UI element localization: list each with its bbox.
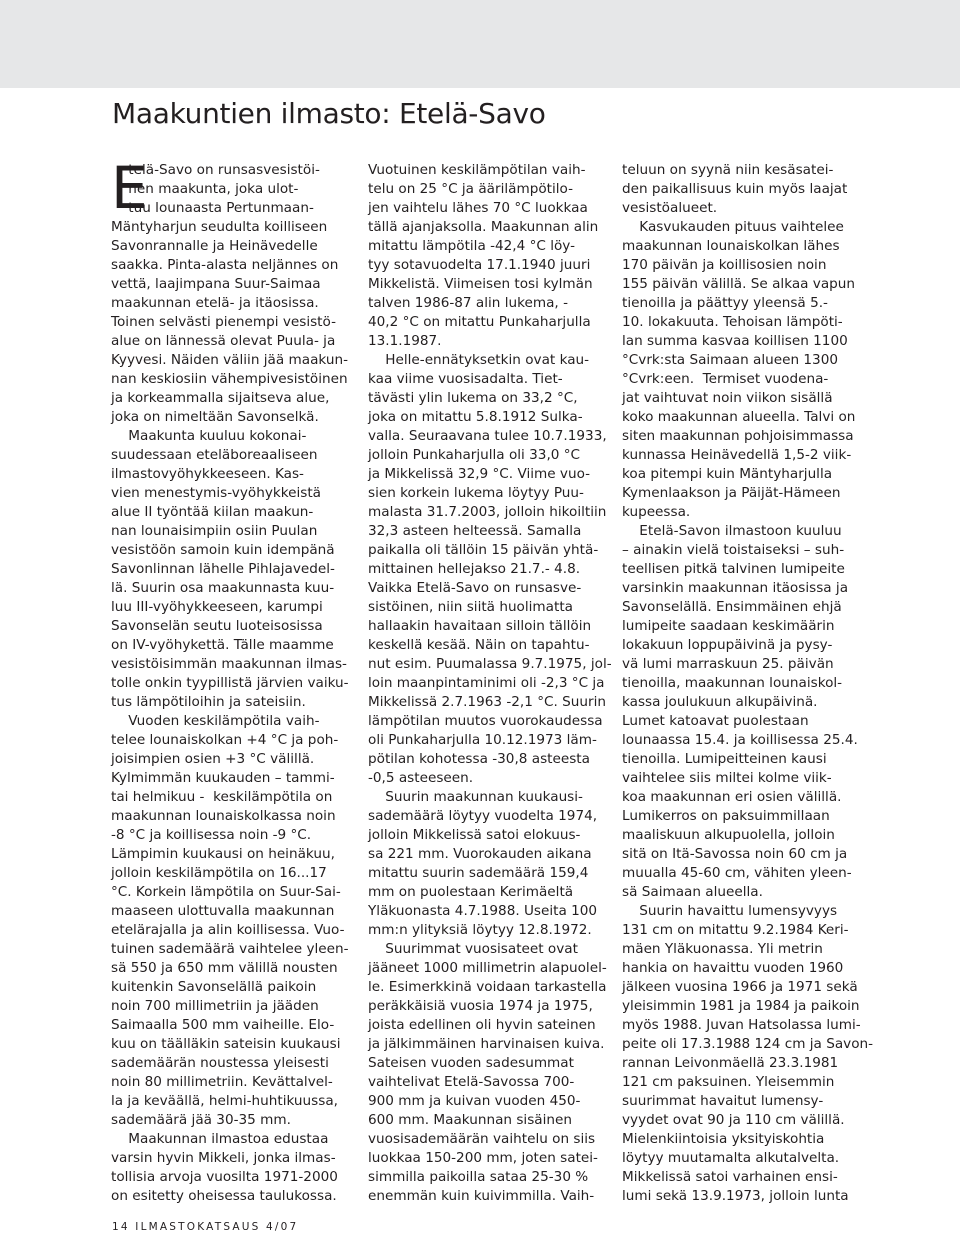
text-line: Savonselällä. Ensimmäinen ehjä xyxy=(622,599,842,615)
text-line: tyy sotavuodelta 17.1.1940 juuri xyxy=(368,257,591,273)
text-line: tävästi ylin lukema on 33,2 °C, xyxy=(368,390,578,406)
text-line: Yläkuonasta 4.7.1988. Useita 100 xyxy=(368,903,598,919)
text-line: simmilla paikoilla sataa 25-30 % xyxy=(368,1169,589,1185)
text-line: 32,3 asteen helteessä. Samalla xyxy=(368,523,582,539)
text-line: Maakunnan ilmastoa edustaa xyxy=(111,1131,329,1147)
text-line: oli Punkaharjulla 10.12.1973 läm- xyxy=(368,732,597,748)
text-line: jälkeen vuosina 1966 ja 1971 sekä xyxy=(622,979,858,995)
text-line: kuu on täälläkin sateisin kuukausi xyxy=(111,1036,341,1052)
text-line: lumipeite saadaan keskimäärin xyxy=(622,618,835,634)
text-line: paikalla oli tällöin 15 päivän yhtä- xyxy=(368,542,599,558)
text-line: varsin hyvin Mikkeli, jonka ilmas- xyxy=(111,1150,336,1166)
text-line: nan lounaisimpiin osiin Puulan xyxy=(111,523,318,539)
text-line: muualla 45-60 cm, vähiten yleen- xyxy=(622,865,852,881)
text-line: tus lämpötiloihin ja sateisiin. xyxy=(111,694,306,710)
text-line: peite oli 17.3.1988 124 cm ja Savon- xyxy=(622,1036,874,1052)
text-line: sistöinen, niin siitä huolimatta xyxy=(368,599,573,615)
text-line: Mikkelissä satoi varhainen ensi- xyxy=(622,1169,838,1185)
text-line: siten maakunnan pohjoisimmassa xyxy=(622,428,854,444)
text-line: koa pitempi kuin Mäntyharjulla xyxy=(622,466,833,482)
text-line: sademäärän noustessa yleisesti xyxy=(111,1055,329,1071)
text-line: sä 550 ja 650 mm välillä nousten xyxy=(111,960,338,976)
text-line: lounaassa 15.4. ja koillisessa 25.4. xyxy=(622,732,858,748)
text-line: vaihtelivat Etelä-Savossa 700- xyxy=(368,1074,575,1090)
text-line: lämpötilan muutos vuorokaudessa xyxy=(368,713,603,729)
text-line: lä. Suurin osa maakunnasta kuu- xyxy=(111,580,335,596)
text-line: la ja keväällä, helmi-huhtikuussa, xyxy=(111,1093,338,1109)
text-line: joisimpien osien +3 °C välillä. xyxy=(111,751,315,767)
text-line: 13.1.1987. xyxy=(368,333,442,349)
text-line: Mäntyharjun seudulta koilliseen xyxy=(111,219,328,235)
text-line: saakka. Pinta-alasta neljännes on xyxy=(111,257,339,273)
text-line: noin 700 millimetriin ja jääden xyxy=(111,998,319,1014)
text-line: Toinen selvästi pienempi vesistö- xyxy=(111,314,336,330)
text-line: Kymenlaakson ja Päijät-Hämeen xyxy=(622,485,841,501)
text-line: telee lounaiskolkan +4 °C ja poh- xyxy=(111,732,339,748)
text-line: Vaikka Etelä-Savo on runsasve- xyxy=(368,580,582,596)
text-line: hankia on havaittu vuoden 1960 xyxy=(622,960,844,976)
text-line: °Cvrk:sta Saimaan alueen 1300 xyxy=(622,352,838,368)
text-line: Sateisen vuoden sadesummat xyxy=(368,1055,574,1071)
text-line: sademäärä jää 30-35 mm. xyxy=(111,1112,291,1128)
text-line: kaa viime vuosisadalta. Tiet- xyxy=(368,371,563,387)
text-line: vesistöalueet. xyxy=(622,200,718,216)
header-band xyxy=(0,0,960,88)
text-line: mittainen hellejakso 21.7.- 4.8. xyxy=(368,561,581,577)
text-line: pötilan kohotessa -30,8 asteesta xyxy=(368,751,590,767)
text-line: valla. Seuraavana tulee 10.7.1933, xyxy=(368,428,607,444)
text-line: alue II työntää kiilan maakun- xyxy=(111,504,314,520)
text-line: Mikkelistä. Viimeisen tosi kylmän xyxy=(368,276,593,292)
page-footer: 14 ILMASTOKATSAUS 4/07 xyxy=(112,1221,299,1233)
text-line: koa maakunnan eri osien välillä. xyxy=(622,789,842,805)
text-line: Savonrannalle ja Heinävedelle xyxy=(111,238,318,254)
text-line: Suurimmat vuosisateet ovat xyxy=(368,941,578,957)
text-line: joista edellinen oli hyvin sateinen xyxy=(368,1017,596,1033)
text-line: 155 päivän välillä. Se alkaa vapun xyxy=(622,276,856,292)
text-line: Vuotuinen keskilämpötilan vaih- xyxy=(368,162,586,178)
text-line: Kasvukauden pituus vaihtelee xyxy=(622,219,844,235)
text-line: etelärajalla ja alin koillisessa. Vuo- xyxy=(111,922,345,938)
text-line: tolle onkin tyypillistä järvien vaiku- xyxy=(111,675,349,691)
text-line: peräkkäisiä vuosia 1974 ja 1975, xyxy=(368,998,593,1014)
text-line: kupeessa. xyxy=(622,504,691,520)
text-line: varsinkin maakunnan itäosissa ja xyxy=(622,580,849,596)
text-line: jääneet 1000 millimetrin alapuolel- xyxy=(368,960,607,976)
text-line: tällä ajanjaksolla. Maakunnan alin xyxy=(368,219,599,235)
text-column-2 xyxy=(368,161,612,1206)
text-line: Saimaalla 500 mm vaiheille. Elo- xyxy=(111,1017,335,1033)
text-line: nan keskiosiin vähempivesistöinen xyxy=(111,371,348,387)
text-line: nut esim. Puumalassa 9.7.1975, jol- xyxy=(368,656,612,672)
text-line: vä lumi marraskuun 25. päivän xyxy=(622,656,834,672)
text-line: -8 °C ja koillisessa noin -9 °C. xyxy=(111,827,312,843)
text-line: jolloin Punkaharjulla oli 33,0 °C xyxy=(368,447,581,463)
text-line: rannan Leivonmäellä 23.3.1981 xyxy=(622,1055,839,1071)
text-line: ja jälkimmäinen harvinaisen kuiva. xyxy=(368,1036,605,1052)
text-line: tuu lounaasta Pertunmaan- xyxy=(111,200,314,216)
text-line: jat vaihtuvat noin viikon sisällä xyxy=(622,390,833,406)
text-line: suurimmat havaitut lumensy- xyxy=(622,1093,824,1109)
text-line: mäen Yläkuonassa. Yli metrin xyxy=(622,941,823,957)
text-line: teluun on syynä niin kesäsatei- xyxy=(622,162,834,178)
text-line: Kylmimmän kuukauden – tammi- xyxy=(111,770,335,786)
text-line: suudessaan eteläboreaaliseen xyxy=(111,447,318,463)
text-line: le. Esimerkkinä voidaan tarkastella xyxy=(368,979,607,995)
text-line: vuosisademäärän vaihtelu on siis xyxy=(368,1131,596,1147)
drop-cap: E xyxy=(111,154,148,222)
text-line: °Cvrk:een. Termiset vuodena- xyxy=(622,371,829,387)
text-line: sademäärä löytyy vuodelta 1974, xyxy=(368,808,598,824)
text-line: lokakuun loppupäivinä ja pysy- xyxy=(622,637,833,653)
text-line: Lämpimin kuukausi on heinäkuu, xyxy=(111,846,335,862)
text-line: yleisimmin 1981 ja 1984 ja paikoin xyxy=(622,998,860,1014)
text-column-3 xyxy=(622,161,874,1206)
text-line: loin maanpintaminimi oli -2,3 °C ja xyxy=(368,675,605,691)
text-line: luu III-vyöhykkeeseen, karumpi xyxy=(111,599,323,615)
text-column-1 xyxy=(111,154,349,1206)
text-line: maakunnan etelä- ja itäosissa. xyxy=(111,295,319,311)
text-line: sien korkein lukema löytyy Puu- xyxy=(368,485,584,501)
text-line: ja korkeammalla sijaitseva alue, xyxy=(111,390,330,406)
text-line: vesistöön samoin kuin idempänä xyxy=(111,542,335,558)
text-line: joka on mitattu 5.8.1912 Sulka- xyxy=(368,409,583,425)
text-line: maaseen ulottuvalla maakunnan xyxy=(111,903,335,919)
text-line: jolloin Mikkelissä satoi elokuus- xyxy=(368,827,581,843)
text-line: tienoilla. Lumipeitteinen kausi xyxy=(622,751,827,767)
text-line: Vuoden keskilämpötila vaih- xyxy=(111,713,320,729)
text-line: jen vaihtelu lähes 70 °C luokkaa xyxy=(368,200,588,216)
text-line: Mielenkiintoisia yksityiskohtia xyxy=(622,1131,825,1147)
text-line: 131 cm on mitattu 9.2.1984 Keri- xyxy=(622,922,849,938)
text-line: ilmastovyöhykkeeseen. Kas- xyxy=(111,466,304,482)
text-line: tienoilla, maakunnan lounaiskol- xyxy=(622,675,843,691)
text-line: sa 221 mm. Vuorokauden aikana xyxy=(368,846,592,862)
text-line: noin 80 millimetriin. Kevättalvel- xyxy=(111,1074,333,1090)
text-line: mm:n ylityksiä löytyy 12.8.1972. xyxy=(368,922,592,938)
text-line: Suurin havaittu lumensyvyys xyxy=(622,903,838,919)
text-line: joka on nimeltään Savonselkä. xyxy=(111,409,319,425)
text-line: löytyy muutamalta alkutalvelta. xyxy=(622,1150,840,1166)
text-line: vettä, laajimpana Suur-Saimaa xyxy=(111,276,321,292)
text-line: on IV-vyöhykettä. Tälle maamme xyxy=(111,637,334,653)
text-line: 10. lokakuuta. Tehoisan lämpöti- xyxy=(622,314,843,330)
text-line: tollisia arvoja vuosilta 1971-2000 xyxy=(111,1169,338,1185)
text-line: maakunnan lounaiskolkan lähes xyxy=(622,238,840,254)
page-title: Maakuntien ilmasto: Etelä-Savo xyxy=(112,97,546,130)
text-line: kassa joulukuun alkupäivinä. xyxy=(622,694,818,710)
text-line: maakunnan lounaiskolkassa noin xyxy=(111,808,336,824)
text-line: alue on lännessä olevat Puula- ja xyxy=(111,333,336,349)
text-line: Lumikerros on paksuimmillaan xyxy=(622,808,830,824)
text-line: vaihtelee siis miltei kolme viik- xyxy=(622,770,832,786)
text-line: kuitenkin Savonselällä paikoin xyxy=(111,979,317,995)
text-line: teellisen pitkä talvinen lumipeite xyxy=(622,561,845,577)
text-line: 900 mm ja kuivan vuoden 450- xyxy=(368,1093,581,1109)
text-line: malasta 31.7.2003, jolloin hikoiltiin xyxy=(368,504,607,520)
text-line: hallaakin havaitaan silloin tällöin xyxy=(368,618,592,634)
text-line: tienoilla ja päättyy yleensä 5.- xyxy=(622,295,828,311)
text-line: vien menestymis-vyöhykkeistä xyxy=(111,485,322,501)
text-line: telä-Savo on runsasvesistöi- xyxy=(111,162,320,178)
text-line: -0,5 asteeseen. xyxy=(368,770,474,786)
text-line: Mikkelissä 2.7.1963 -2,1 °C. Suurin xyxy=(368,694,606,710)
text-line: talven 1986-87 alin lukema, - xyxy=(368,295,568,311)
text-line: Suurin maakunnan kuukausi- xyxy=(368,789,583,805)
text-line: Kyyvesi. Näiden väliin jää maakun- xyxy=(111,352,349,368)
text-line: myös 1988. Juvan Hatsolassa lumi- xyxy=(622,1017,861,1033)
text-line: Maakunta kuuluu kokonai- xyxy=(111,428,307,444)
text-line: keskellä kesää. Näin on tapahtu- xyxy=(368,637,590,653)
text-line: Lumet katoavat puolestaan xyxy=(622,713,809,729)
text-line: jolloin keskilämpötila on 16...17 xyxy=(111,865,327,881)
text-line: sä Saimaan alueella. xyxy=(622,884,763,900)
text-line: enemmän kuin kuivimmilla. Vaih- xyxy=(368,1188,595,1204)
text-line: luokkaa 150-200 mm, joten satei- xyxy=(368,1150,598,1166)
text-line: koko maakunnan alueella. Talvi on xyxy=(622,409,856,425)
text-line: tuinen sademäärä vaihtelee yleen- xyxy=(111,941,349,957)
text-line: mm on puolestaan Kerimäeltä xyxy=(368,884,574,900)
text-line: den paikallisuus kuin myös laajat xyxy=(622,181,848,197)
text-line: lan summa kasvaa koillisen 1100 xyxy=(622,333,848,349)
text-line: on esitetty oheisessa taulukossa. xyxy=(111,1188,337,1204)
text-line: – ainakin vielä toistaiseksi – suh- xyxy=(622,542,845,558)
text-line: mitattu lämpötila -42,4 °C löy- xyxy=(368,238,576,254)
text-line: maaliskuun alkupuolella, jolloin xyxy=(622,827,835,843)
text-line: sitä on Itä-Savossa noin 60 cm ja xyxy=(622,846,848,862)
text-line: vyydet ovat 90 ja 110 cm välillä. xyxy=(622,1112,845,1128)
text-line: telu on 25 °C ja äärilämpötilo- xyxy=(368,181,573,197)
text-line: mitattu suurin sademäärä 159,4 xyxy=(368,865,589,881)
text-line: Etelä-Savon ilmastoon kuuluu xyxy=(622,523,842,539)
text-line: Savonselän seutu luoteisosissa xyxy=(111,618,323,634)
text-line: vesistöisimmän maakunnan ilmas- xyxy=(111,656,347,672)
text-line: 121 cm paksuinen. Yleisemmin xyxy=(622,1074,835,1090)
text-line: ja Mikkelissä 32,9 °C. Viime vuo- xyxy=(368,466,591,482)
text-line: 170 päivän ja koillisosien noin xyxy=(622,257,827,273)
text-line: kunnassa Heinävedellä 1,5-2 viik- xyxy=(622,447,852,463)
text-line: 40,2 °C on mitattu Punkaharjulla xyxy=(368,314,591,330)
text-line: Helle-ennätyksetkin ovat kau- xyxy=(368,352,590,368)
text-line: lumi sekä 13.9.1973, jolloin lunta xyxy=(622,1188,849,1204)
text-line: °C. Korkein lämpötila on Suur-Sai- xyxy=(111,884,341,900)
text-line: nen maakunta, joka ulot- xyxy=(111,181,299,197)
text-line: 600 mm. Maakunnan sisäinen xyxy=(368,1112,572,1128)
text-line: Savonlinnan lähelle Pihlajavedel- xyxy=(111,561,335,577)
text-line: tai helmikuu - keskilämpötila on xyxy=(111,789,333,805)
